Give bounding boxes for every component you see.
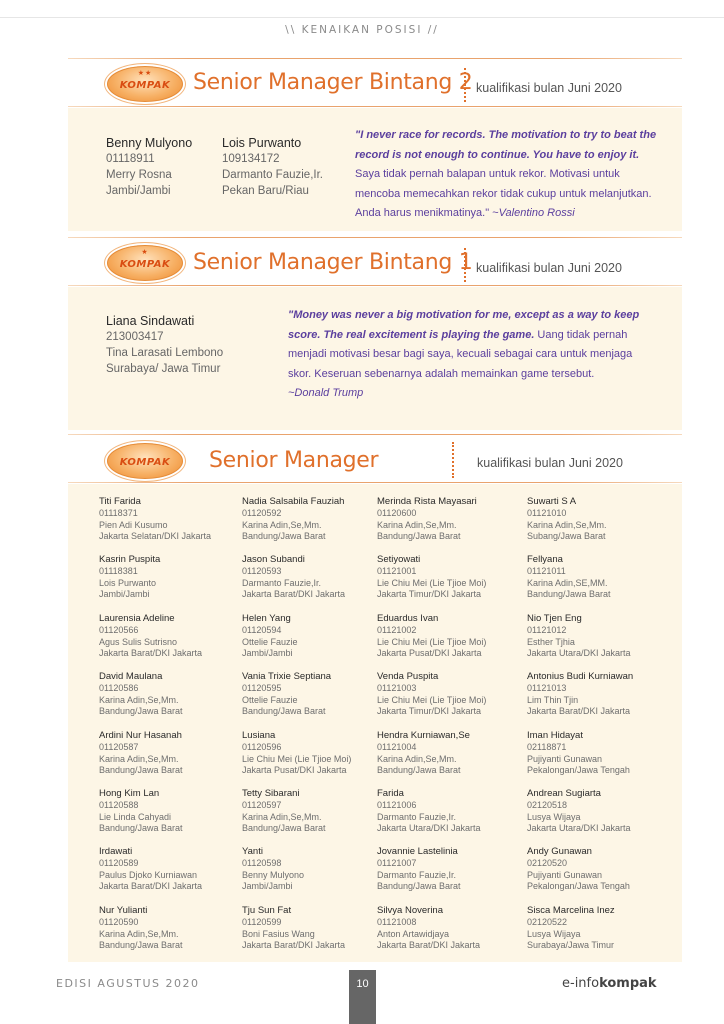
senior-manager-entry: [527, 730, 677, 777]
person-id: 01121001: [377, 566, 417, 576]
person-location: Bandung/Jawa Barat: [242, 823, 326, 833]
person-sponsor: Tina Larasati Lembono: [106, 347, 224, 359]
person-location: Jakarta Barat/DKI Jakarta: [99, 881, 203, 891]
person-location: Pekalongan/Jawa Tengah: [527, 765, 630, 775]
person-location: Jakarta Barat/DKI Jakarta: [242, 589, 346, 599]
person-location: Jambi/Jambi: [106, 185, 171, 197]
person-name: Tju Sun Fat: [242, 905, 292, 916]
senior-manager-entry: [377, 788, 527, 835]
person-name: Farida: [377, 788, 404, 799]
person-name: Antonius Budi Kurniawan: [527, 671, 634, 682]
person-sponsor: Ottelie Fauzie: [242, 636, 298, 647]
person-name: Andrean Sugiarta: [527, 788, 601, 799]
person-id: 213003417: [106, 331, 164, 343]
person-sponsor: Karina Adin,Se,Mm.: [99, 928, 179, 939]
person-id: 01121008: [377, 917, 417, 927]
senior-manager-entry: [99, 554, 249, 601]
person-sponsor: Karina Adin,SE,MM.: [527, 577, 608, 588]
sm-bottom-rule: [68, 482, 682, 483]
person-name: Sisca Marcelina Inez: [527, 905, 615, 916]
person-id: 01120596: [242, 742, 282, 752]
person-location: Bandung/Jawa Barat: [99, 940, 183, 950]
person-location: Bandung/Jawa Barat: [99, 706, 183, 716]
senior-manager-entry: [377, 846, 527, 893]
senior-manager-entry: [527, 671, 677, 718]
person-id: 01121006: [377, 800, 417, 810]
senior-manager-entry: [99, 846, 249, 893]
person-sponsor: Karina Adin,Se,Mm.: [242, 811, 322, 822]
person-id: 01121003: [377, 683, 417, 693]
person-id: 01118381: [99, 566, 138, 576]
person-location: Jakarta Timur/DKI Jakarta: [377, 589, 482, 599]
person-name: Irdawati: [99, 846, 133, 857]
senior-manager-entry: [527, 788, 677, 835]
person-sponsor: Lie Chiu Mei (Lie Tjioe Moi): [377, 577, 487, 588]
person-id: 01120600: [377, 508, 417, 518]
person-location: Jakarta Utara/DKI Jakarta: [527, 823, 631, 833]
person-name: Jovannie Lastelinia: [377, 846, 458, 857]
person-id: 01118371: [99, 508, 138, 518]
kompak-logo-sm: KOMPAK: [107, 443, 183, 479]
senior-manager-entry: [242, 730, 392, 777]
senior-manager-entry: [99, 671, 249, 718]
person-location: Pekalongan/Jawa Tengah: [527, 881, 630, 891]
person-name: Yanti: [242, 846, 263, 857]
sm1-qualification: kualifikasi bulan Juni 2020: [476, 261, 622, 275]
senior-manager-entry: [242, 496, 392, 543]
person-id: 02120518: [527, 800, 568, 810]
person-sponsor: Karina Adin,Se,Mm.: [377, 753, 457, 764]
sm2-divider: [464, 68, 466, 102]
person-id: 01120592: [242, 508, 282, 518]
person-id: 01121004: [377, 742, 417, 752]
person-sponsor: Agus Sulis Sutrisno: [99, 636, 178, 647]
person-location: Jambi/Jambi: [242, 881, 293, 891]
person-name: Setiyowati: [377, 554, 421, 565]
person-id: 01120590: [99, 917, 139, 927]
person-name: Hong Kim Lan: [99, 788, 160, 799]
person-name: Silvya Noverina: [377, 905, 443, 916]
person-sponsor: Lie Chiu Mei (Lie Tjioe Moi): [377, 636, 487, 647]
person-location: Jakarta Barat/DKI Jakarta: [99, 648, 203, 658]
person-location: Subang/Jawa Barat: [527, 531, 606, 541]
person-sponsor: Lusya Wijaya: [527, 928, 581, 939]
person-sponsor: Karina Adin,Se,Mm.: [242, 519, 322, 530]
person-id: 01120595: [242, 683, 282, 693]
sm2-qualification: kualifikasi bulan Juni 2020: [476, 81, 622, 95]
sm2-top-rule: [68, 58, 682, 59]
person-name: Suwarti S A: [527, 496, 577, 507]
sm1-bottom-rule: [68, 285, 682, 286]
person-id: 01120599: [242, 917, 282, 927]
person-name: David Maulana: [99, 671, 163, 682]
person-name: Andy Gunawan: [527, 846, 592, 857]
page-number: 10: [349, 970, 376, 1024]
person-sponsor: Paulus Djoko Kurniawan: [99, 869, 198, 880]
person-location: Bandung/Jawa Barat: [527, 589, 611, 599]
person-location: Jakarta Timur/DKI Jakarta: [377, 706, 482, 716]
person-name: Lusiana: [242, 730, 276, 741]
person-sponsor: Boni Fasius Wang: [242, 928, 315, 939]
person-sponsor: Ottelie Fauzie: [242, 694, 298, 705]
person-id: 01120587: [99, 742, 139, 752]
person-name: Lois Purwanto: [222, 136, 302, 150]
brand-wordmark: e-infokompak: [562, 976, 657, 991]
person-id: 109134172: [222, 153, 280, 165]
person-name: Benny Mulyono: [106, 136, 193, 150]
senior-manager-entry: [527, 905, 677, 952]
person-id: 01118911: [106, 153, 155, 165]
person-name: Eduardus Ivan: [377, 613, 439, 624]
person-sponsor: Darmanto Fauzie,Ir.: [377, 811, 457, 822]
senior-manager-entry: [99, 496, 249, 543]
person-name: Tetty Sibarani: [242, 788, 300, 799]
person-location: Jakarta Barat/DKI Jakarta: [242, 940, 346, 950]
person-name: Merinda Rista Mayasari: [377, 496, 477, 507]
sm2-person-1: [106, 136, 192, 199]
person-sponsor: Pujiyanti Gunawan: [527, 753, 603, 764]
person-location: Pekan Baru/Riau: [222, 185, 309, 197]
star-icon: ★: [141, 249, 149, 256]
person-name: Ardini Nur Hasanah: [99, 730, 182, 741]
person-location: Surabaya/Jawa Timur: [527, 940, 615, 950]
senior-manager-entry: [377, 496, 527, 543]
person-name: Venda Puspita: [377, 671, 439, 682]
person-id: 01121002: [377, 625, 417, 635]
person-sponsor: Darmanto Fauzie,Ir.: [242, 577, 322, 588]
senior-manager-entry: [377, 671, 527, 718]
senior-manager-entry: [527, 846, 677, 893]
sm1-top-rule: [68, 237, 682, 238]
edition-label: EDISI AGUSTUS 2020: [56, 977, 200, 990]
senior-manager-entry: [377, 554, 527, 601]
person-name: Hendra Kurniawan,Se: [377, 730, 470, 741]
sm1-person-1: [106, 314, 223, 377]
person-name: Helen Yang: [242, 613, 291, 624]
person-location: Jakarta Utara/DKI Jakarta: [527, 648, 631, 658]
section-kicker: \\ KENAIKAN POSISI //: [285, 24, 439, 36]
sm1-quote: "Money was never a big motivation for me, except as a way to keep score. The real excitement is playing the game. Uang tidak pernah menjadi motivasi besar bagi saya, kecuali sebagai cara untuk menjaga skor. Keseruan sebenarnya adalah memainkan game tersebut. ~Donald Trump: [288, 309, 640, 399]
sm-title: Senior Manager: [209, 448, 379, 473]
person-sponsor: Karina Adin,Se,Mm.: [99, 694, 179, 705]
person-location: Bandung/Jawa Barat: [377, 881, 461, 891]
person-id: 01121013: [527, 683, 567, 693]
person-sponsor: Pien Adi Kusumo: [99, 519, 168, 530]
person-name: Vania Trixie Septiana: [242, 671, 332, 682]
sm-top-rule: [68, 434, 682, 435]
person-id: 01120589: [99, 858, 139, 868]
person-id: 01120597: [242, 800, 282, 810]
person-location: Jambi/Jambi: [242, 648, 293, 658]
senior-manager-entry: [242, 846, 392, 893]
person-id: 02118871: [527, 742, 567, 752]
person-location: Jakarta Barat/DKI Jakarta: [527, 706, 631, 716]
sm1-title: Senior Manager Bintang 1: [193, 250, 473, 275]
person-id: 01121007: [377, 858, 417, 868]
person-id: 01120598: [242, 858, 282, 868]
person-name: Nio Tjen Eng: [527, 613, 582, 624]
person-sponsor: Karina Adin,Se,Mm.: [99, 753, 179, 764]
person-name: Fellyana: [527, 554, 563, 565]
senior-manager-entry: [242, 788, 392, 835]
person-sponsor: Merry Rosna: [106, 169, 172, 181]
person-location: Jakarta Utara/DKI Jakarta: [377, 823, 481, 833]
person-sponsor: Lie Chiu Mei (Lie Tjioe Moi): [242, 753, 352, 764]
person-location: Bandung/Jawa Barat: [99, 823, 183, 833]
senior-manager-entry: [527, 613, 677, 660]
sm2-title: Senior Manager Bintang 2: [193, 70, 473, 95]
senior-manager-entry: [377, 730, 527, 777]
person-id: 01120586: [99, 683, 139, 693]
senior-manager-entry: [242, 671, 392, 718]
sm-divider: [452, 442, 454, 478]
person-name: Jason Subandi: [242, 554, 305, 565]
person-location: Jambi/Jambi: [99, 589, 150, 599]
person-location: Surabaya/ Jawa Timur: [106, 363, 221, 375]
senior-manager-entry: [242, 905, 392, 952]
person-location: Bandung/Jawa Barat: [242, 706, 326, 716]
person-location: Bandung/Jawa Barat: [242, 531, 326, 541]
senior-manager-entry: [527, 496, 677, 543]
person-sponsor: Pujiyanti Gunawan: [527, 869, 603, 880]
person-sponsor: Anton Artawidjaya: [377, 928, 450, 939]
person-sponsor: Lie Linda Cahyadi: [99, 811, 172, 822]
person-sponsor: Esther Tjhia: [527, 636, 575, 647]
person-id: 02120520: [527, 858, 568, 868]
person-name: Liana Sindawati: [106, 314, 195, 328]
person-name: Nadia Salsabila Fauziah: [242, 496, 345, 507]
person-sponsor: Lim Thin Tjin: [527, 694, 579, 705]
senior-manager-entry: [377, 613, 527, 660]
senior-manager-entry: [527, 554, 677, 601]
sm2-bottom-rule: [68, 106, 682, 107]
senior-manager-entry: [99, 730, 249, 777]
star-icons: ★★: [137, 70, 153, 77]
person-id: 01121010: [527, 508, 567, 518]
person-sponsor: Lois Purwanto: [99, 577, 157, 588]
person-sponsor: Darmanto Fauzie,Ir.: [377, 869, 457, 880]
person-name: Iman Hidayat: [527, 730, 583, 741]
person-name: Titi Farida: [99, 496, 141, 507]
senior-manager-entry: [242, 554, 392, 601]
senior-manager-entry: [99, 788, 249, 835]
person-sponsor: Karina Adin,Se,Mm.: [527, 519, 607, 530]
person-id: 01121011: [527, 566, 566, 576]
senior-manager-entry: [242, 613, 392, 660]
person-sponsor: Lusya Wijaya: [527, 811, 581, 822]
senior-manager-entry: [377, 905, 527, 952]
sm-qualification: kualifikasi bulan Juni 2020: [477, 456, 623, 470]
senior-manager-entry: [99, 905, 249, 952]
header-rule: [0, 17, 724, 18]
person-location: Jakarta Pusat/DKI Jakarta: [242, 765, 347, 775]
person-location: Bandung/Jawa Barat: [377, 531, 461, 541]
person-id: 01120593: [242, 566, 282, 576]
kompak-logo-sm1: ★ KOMPAK: [107, 245, 183, 281]
person-location: Bandung/Jawa Barat: [377, 765, 461, 775]
person-location: Jakarta Selatan/DKI Jakarta: [99, 531, 212, 541]
person-location: Jakarta Pusat/DKI Jakarta: [377, 648, 482, 658]
person-name: Nur Yulianti: [99, 905, 148, 916]
person-sponsor: Darmanto Fauzie,Ir.: [222, 169, 323, 181]
sm2-quote: "I never race for records. The motivation to try to beat the record is not enough to continue. You have to enjoy it. Saya tidak pernah balapan untuk rekor. Motivasi untuk mencoba memecahkan rekor tidak cukup untuk melanjutkan. Anda harus menikmatinya." ~Valentino Rossi: [355, 129, 657, 219]
person-sponsor: Karina Adin,Se,Mm.: [377, 519, 457, 530]
person-sponsor: Lie Chiu Mei (Lie Tjioe Moi): [377, 694, 487, 705]
person-id: 02120522: [527, 917, 568, 927]
person-name: Kasrin Puspita: [99, 554, 161, 565]
person-sponsor: Benny Mulyono: [242, 869, 305, 880]
person-location: Bandung/Jawa Barat: [99, 765, 183, 775]
sm1-divider: [464, 248, 466, 282]
kompak-logo-sm2: ★★ KOMPAK: [107, 66, 183, 102]
person-id: 01120588: [99, 800, 139, 810]
person-name: Laurensia Adeline: [99, 613, 175, 624]
person-id: 01121012: [527, 625, 567, 635]
person-location: Jakarta Barat/DKI Jakarta: [377, 940, 481, 950]
senior-manager-entry: [99, 613, 249, 660]
sm2-person-2: [222, 136, 323, 199]
person-id: 01120594: [242, 625, 282, 635]
person-id: 01120566: [99, 625, 139, 635]
